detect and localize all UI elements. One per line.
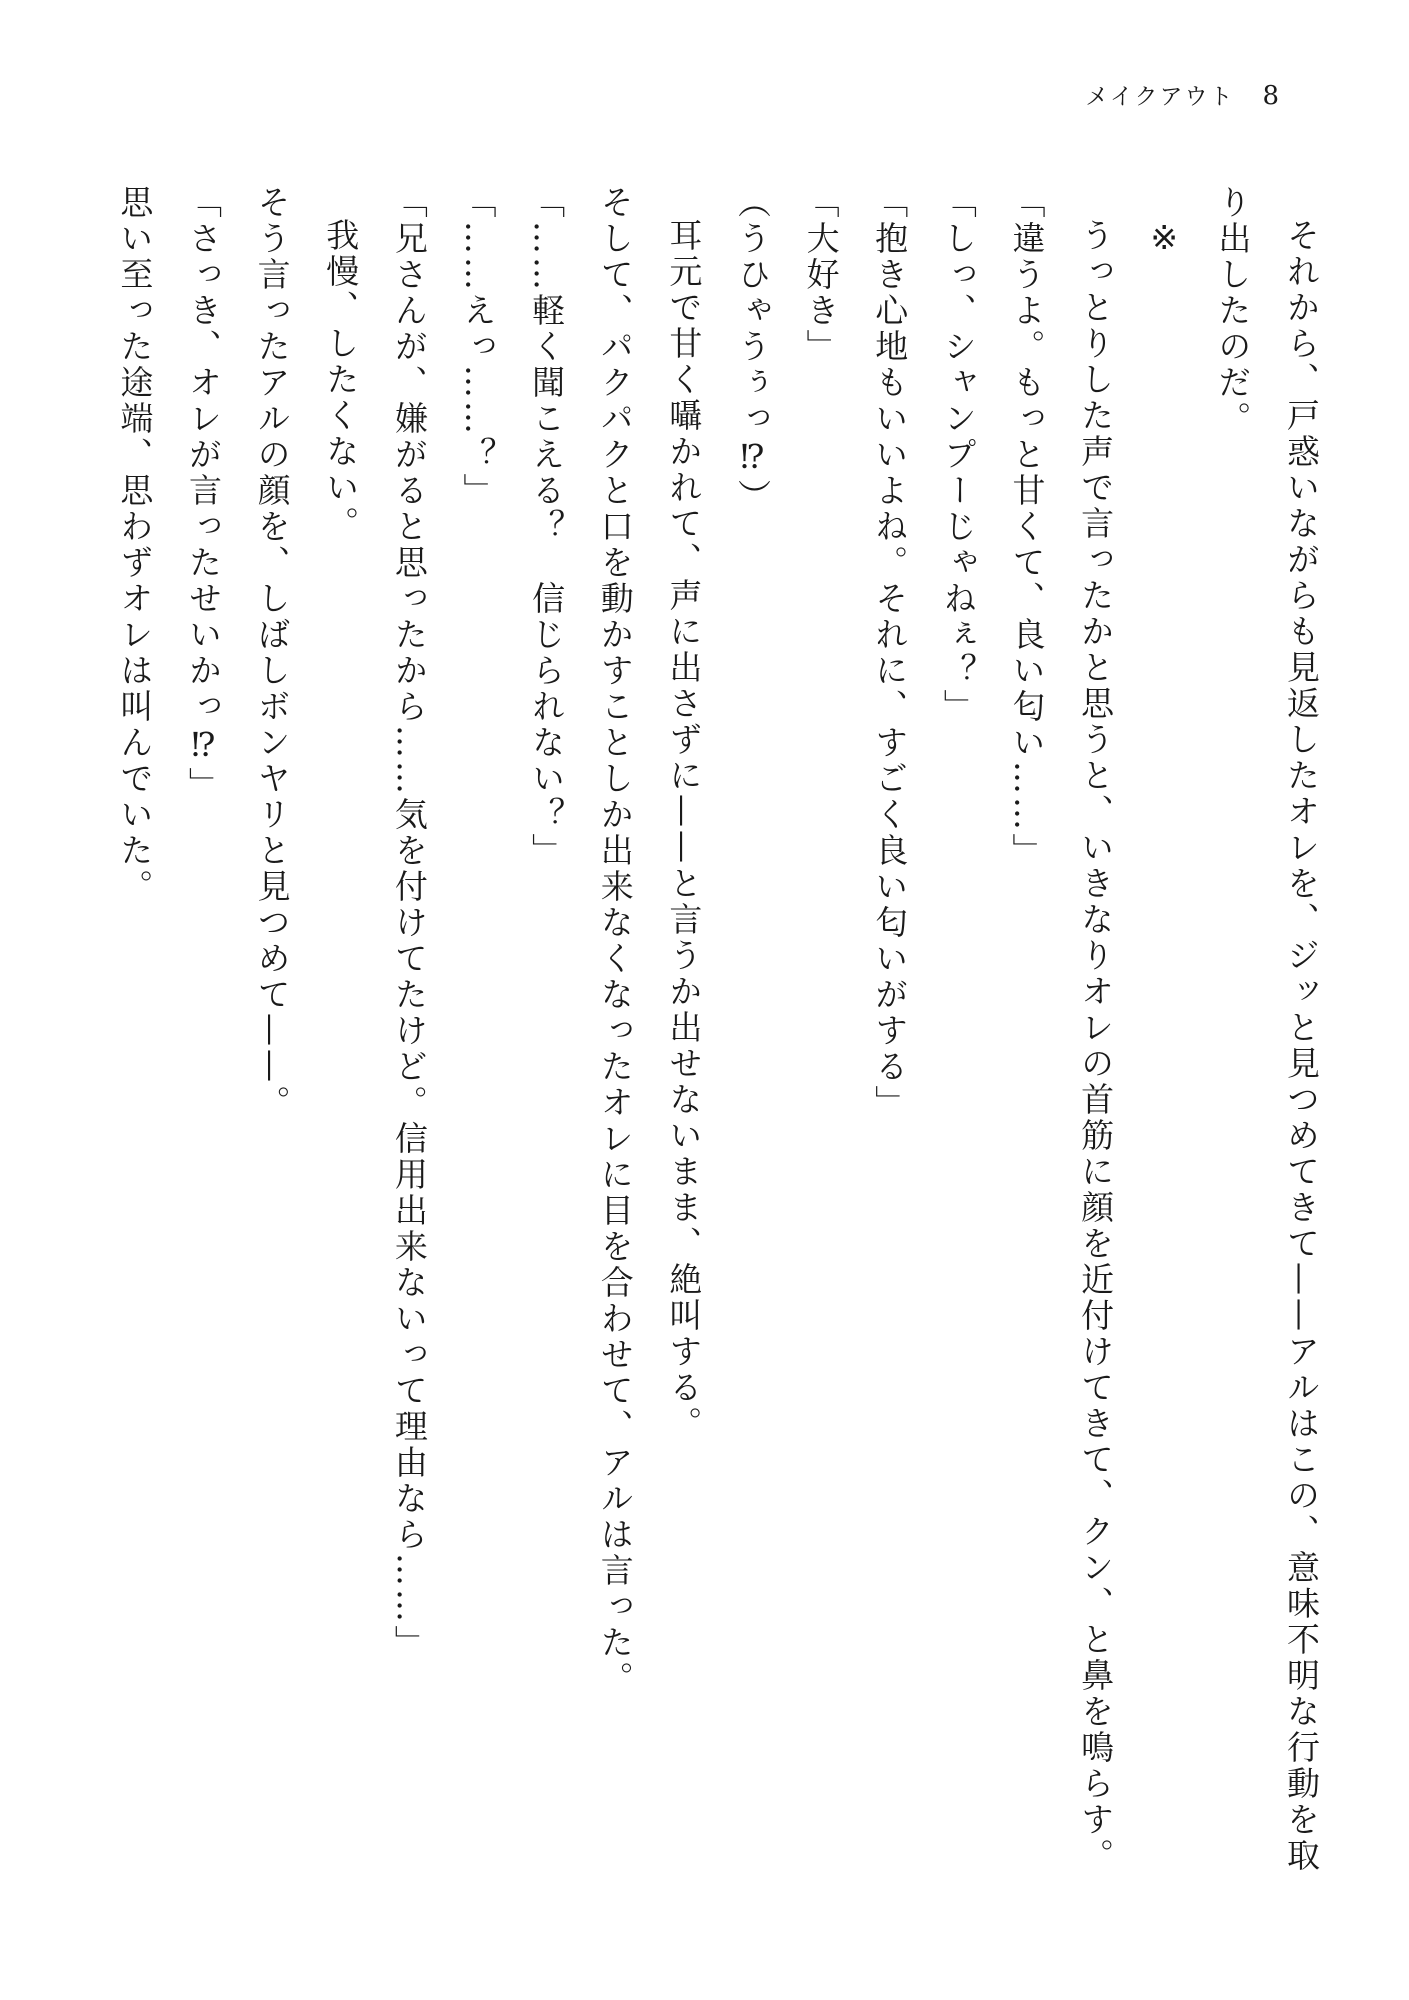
dialogue-line: 「しっ、シャンプーじゃねぇ？」 (938, 185, 978, 725)
paragraph: 思い至った途端、思わずオレは叫んでいた。 (115, 185, 155, 905)
dialogue-line: 「……軽く聞こえる？ 信じられない？」 (527, 185, 567, 869)
paragraph: そして、パクパクと口を動かすことしか出来なくなったオレに目を合わせて、アルは言った。 (595, 185, 635, 1697)
dialogue-line: 「大好き」 (801, 185, 841, 365)
novel-body-text (115, 185, 1335, 1875)
paragraph: それから、戸惑いながらも見返したオレを、ジッと見つめてきて——アルはこの、意味不明な行動を取り出したのだ。 (1213, 185, 1321, 1874)
paragraph: うっとりした声で言ったかと思うと、いきなりオレの首筋に顔を近付けてきて、クン、と鼻を鳴らす。 (1076, 218, 1116, 1874)
dialogue-line: 「違うよ。もっと甘くて、良い匂い……」 (1007, 185, 1047, 869)
section-separator: ※ (1144, 218, 1184, 260)
inner-thought-line: （うひゃうぅっ⁉） (733, 185, 772, 515)
dialogue-line: 「兄さんが、嫌がると思ったから……気を付けてたけど。信用出来ないって理由なら……」 (389, 185, 429, 1661)
page-number: 8 (1262, 81, 1281, 111)
paragraph: 耳元で甘く囁かれて、声に出さずに——と言うか出せないまま、絶叫する。 (664, 218, 704, 1442)
paragraph: そう言ったアルの顔を、しばしボンヤリと見つめて——。 (252, 185, 292, 1121)
paragraph: 我慢、したくない。 (321, 218, 361, 542)
dialogue-line: 「さっき、オレが言ったせいかっ⁉」 (184, 185, 223, 803)
book-title: メイクアウト (1085, 84, 1235, 110)
dialogue-line: 「……えっ……？」 (458, 185, 498, 509)
dialogue-line: 「抱き心地もいいよね。それに、すごく良い匂いがする」 (870, 185, 910, 1121)
running-header (1085, 78, 1281, 111)
